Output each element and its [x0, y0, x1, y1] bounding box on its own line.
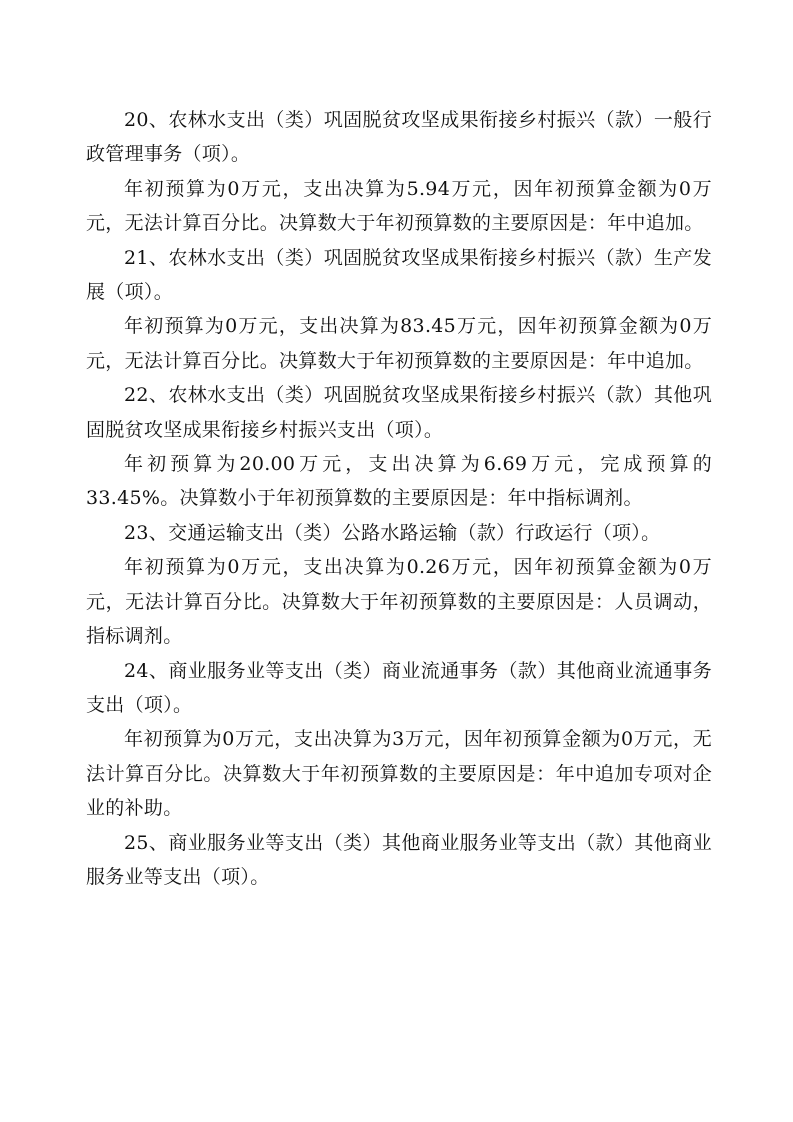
- item-20-description: 年初预算为0万元，支出决算为5.94万元，因年初预算金额为0万元，无法计算百分比。决算数大于年初预算数的主要原因是：年中追加。: [86, 177, 712, 235]
- item-24-heading: 24、商业服务业等支出（类）商业流通事务（款）其他商业流通事务支出（项）。: [86, 659, 712, 716]
- item-22-heading: 22、农林水支出（类）巩固脱贫攻坚成果衔接乡村振兴（款）其他巩固脱贫攻坚成果衔接乡村振兴支出（项）。: [86, 384, 712, 441]
- item-23-heading: 23、交通运输支出（类）公路水路运输（款）行政运行（项）。: [124, 521, 661, 544]
- item-25-heading: 25、商业服务业等支出（类）其他商业服务业等支出（款）其他商业服务业等支出（项）。: [86, 831, 712, 888]
- item-21-description: 年初预算为0万元，支出决算为83.45万元，因年初预算金额为0万元，无法计算百分比。决算数大于年初预算数的主要原因是：年中追加。: [86, 315, 712, 372]
- item-21-heading: 21、农林水支出（类）巩固脱贫攻坚成果衔接乡村振兴（款）生产发展（项）。: [86, 246, 712, 304]
- item-20-heading: 20、农林水支出（类）巩固脱贫攻坚成果衔接乡村振兴（款）一般行政管理事务（项）。: [86, 109, 712, 166]
- item-23-description: 年初预算为0万元，支出决算为0.26万元，因年初预算金额为0万元，无法计算百分比。决算数大于年初预算数的主要原因是：人员调动，指标调剂。: [86, 556, 712, 648]
- document-body: [86, 103, 712, 894]
- item-22-description: 年初预算为20.00万元，支出决算为6.69万元，完成预算的33.45%。决算数小于年初预算数的主要原因是：年中指标调剂。: [86, 453, 712, 510]
- item-24-description: 年初预算为0万元，支出决算为3万元，因年初预算金额为0万元，无法计算百分比。决算数大于年初预算数的主要原因是：年中追加专项对企业的补助。: [86, 728, 712, 820]
